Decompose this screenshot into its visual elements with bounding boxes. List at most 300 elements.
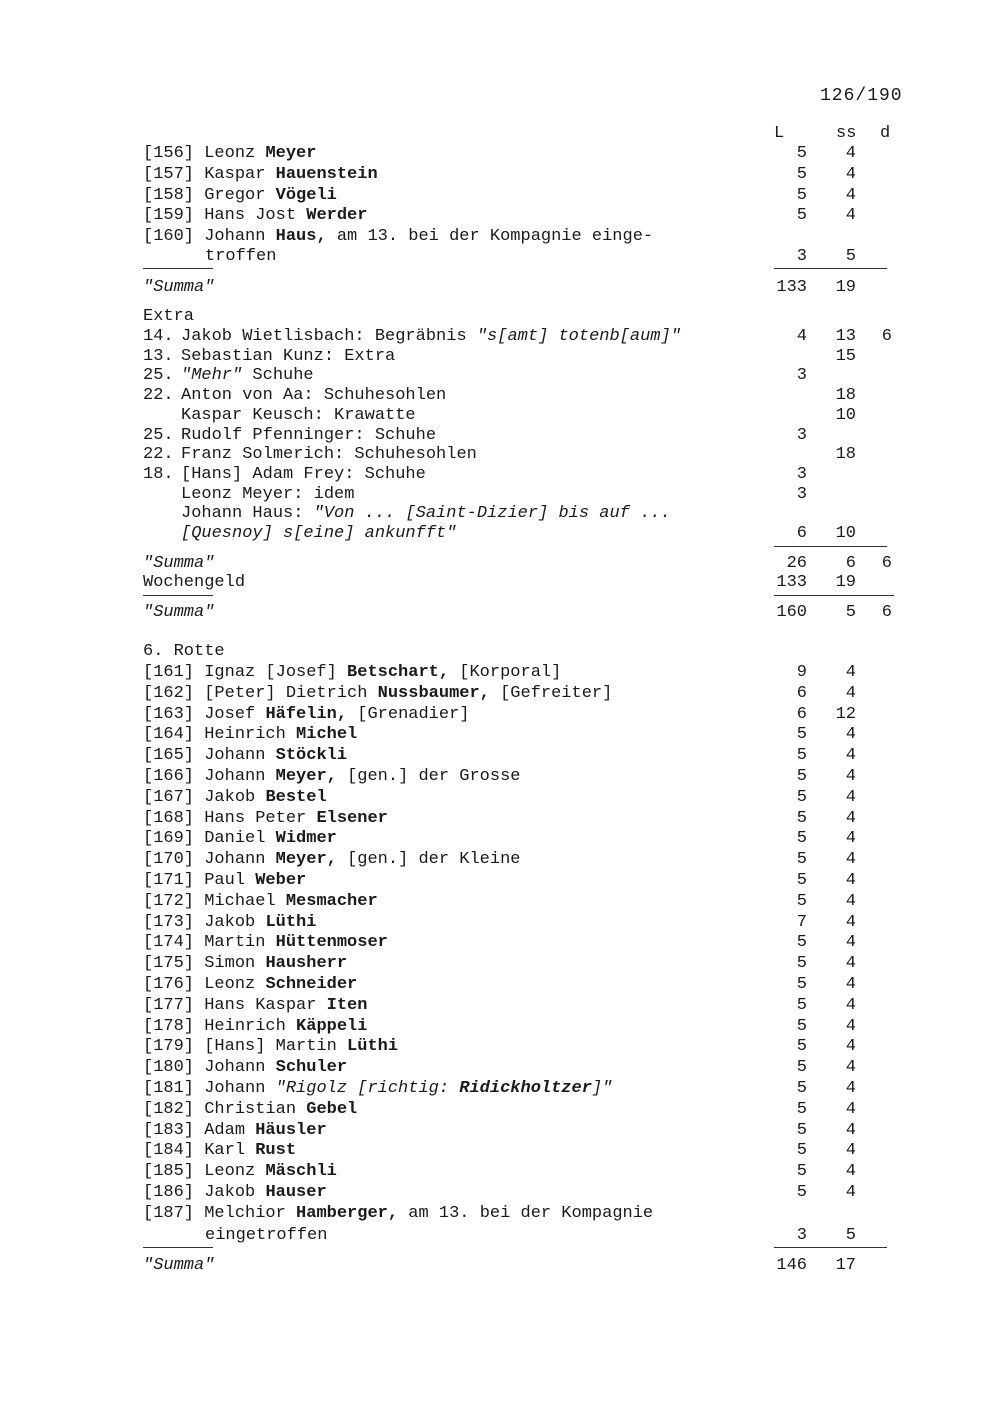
section-heading	[0, 642, 1000, 662]
value-l: 5	[796, 871, 807, 890]
extra-description: Rudolf Pfenninger: Schuhe	[181, 425, 437, 445]
value-l: 6	[796, 704, 807, 724]
value-l: 5	[796, 975, 807, 994]
value-ss: 15	[835, 346, 856, 366]
given-name: Melchior	[204, 1203, 286, 1223]
value-ss: 19	[835, 278, 856, 297]
summa-label: "Summa"	[143, 1256, 215, 1275]
value-ss: 4	[845, 808, 856, 828]
entry-text	[143, 829, 337, 849]
given-name: Paul	[204, 871, 246, 890]
entry-text	[143, 913, 316, 933]
value-l: 5	[796, 850, 807, 870]
surname: Hausherr	[265, 954, 348, 974]
entry-index: [185]	[143, 1162, 195, 1182]
value-l: 5	[796, 954, 807, 974]
ledger-entry	[0, 1141, 1000, 1161]
value-ss: 4	[845, 767, 856, 786]
value-ss: 4	[845, 725, 856, 745]
ledger-entry	[0, 850, 1000, 870]
ledger-entry	[0, 144, 1000, 164]
given-name: Leonz	[204, 144, 256, 163]
value-ss: 4	[845, 1141, 856, 1161]
entry-note: [Korporal]	[459, 663, 562, 682]
entry-index: [175]	[143, 954, 195, 974]
entry-note: [gen.] der Grosse	[347, 767, 521, 786]
value-l: 5	[796, 787, 807, 807]
given-name: Hans Peter	[204, 808, 307, 828]
continuation-text: troffen	[205, 247, 277, 266]
value-l: 5	[796, 995, 807, 1015]
extra-text	[181, 465, 426, 485]
value-ss: 4	[845, 975, 856, 994]
given-name: Josef	[204, 704, 256, 724]
header-l: L	[774, 124, 785, 143]
value-ss: 4	[845, 871, 856, 890]
entry-index: [186]	[143, 1183, 195, 1202]
given-name: Martin	[204, 933, 266, 953]
extra-entry	[0, 524, 1000, 544]
divider	[774, 268, 887, 269]
value-l: 5	[796, 1141, 807, 1161]
value-ss: 4	[845, 829, 856, 849]
extra-text	[181, 406, 416, 426]
surname: Nussbaumer,	[377, 683, 490, 703]
entry-index: [157]	[143, 164, 195, 184]
entry-index: [163]	[143, 704, 195, 724]
summa-label: "Summa"	[143, 278, 215, 297]
given-name: Kaspar	[204, 164, 266, 184]
ledger-entry	[0, 871, 1000, 891]
surname: Weber	[255, 871, 307, 890]
value-l: 160	[776, 603, 807, 622]
entry-index: [167]	[143, 787, 195, 807]
header-ss: ss	[836, 124, 857, 143]
entry-index: [166]	[143, 767, 195, 786]
extra-entry	[0, 504, 1000, 524]
entry-text	[143, 206, 367, 226]
extra-description: Sebastian Kunz: Extra	[181, 346, 396, 366]
entry-index: [171]	[143, 871, 195, 890]
extra-entry	[0, 366, 1000, 386]
value-l: 5	[796, 829, 807, 849]
entry-index: [169]	[143, 829, 195, 849]
given-name: Johann	[204, 227, 266, 247]
value-ss: 4	[845, 1016, 856, 1036]
surname: Michel	[296, 725, 358, 745]
entry-text	[143, 1100, 357, 1120]
surname: Iten	[326, 995, 368, 1015]
value-l: 3	[796, 247, 807, 266]
given-name: Jakob	[204, 787, 256, 807]
extra-quote: "s[amt] totenb[aum]"	[476, 327, 681, 346]
given-name: Jakob	[204, 912, 256, 932]
entry-note: am 13. bei der Kompagnie	[408, 1203, 654, 1223]
divider	[143, 595, 213, 596]
surname: Lüthi	[347, 1037, 399, 1057]
value-ss: 5	[845, 247, 856, 266]
given-name: Heinrich	[204, 725, 286, 745]
value-l: 146	[776, 1256, 807, 1275]
entry-index: [160]	[143, 227, 195, 247]
entry-note: [gen.] der Kleine	[347, 850, 521, 870]
value-ss: 4	[845, 912, 856, 932]
extra-text	[181, 347, 395, 367]
extra-quote: "Mehr"	[181, 366, 243, 386]
divider	[143, 268, 213, 269]
entry-text	[143, 809, 388, 829]
given-name: [Peter] Dietrich	[204, 683, 368, 703]
entry-index: [159]	[143, 206, 195, 226]
entry-continuation	[0, 247, 1000, 267]
surname: Käppeli	[296, 1016, 368, 1036]
value-ss: 4	[845, 663, 856, 682]
ledger-entry	[0, 1037, 1000, 1057]
wochengeld-label: Wochengeld	[143, 573, 246, 592]
entry-text	[143, 725, 357, 745]
surname: Meyer,	[275, 767, 337, 786]
entry-index: [156]	[143, 144, 195, 163]
surname: Hauenstein	[275, 164, 378, 184]
value-ss: 4	[845, 954, 856, 974]
value-d: 6	[881, 327, 892, 346]
value-l: 5	[796, 1037, 807, 1057]
value-l: 133	[776, 573, 807, 592]
extra-number: 25.	[143, 366, 174, 386]
ledger-entry	[0, 954, 1000, 974]
surname: Hüttenmoser	[275, 933, 388, 953]
entry-text	[143, 788, 327, 808]
entry-text	[143, 996, 367, 1016]
surname: Häfelin,	[265, 704, 348, 724]
entry-index: [176]	[143, 975, 195, 994]
extra-number: 18.	[143, 464, 174, 484]
given-name: Karl	[204, 1141, 246, 1161]
extra-entry	[0, 386, 1000, 406]
quoted-name-end: ]"	[591, 1079, 613, 1098]
entry-text	[143, 144, 316, 164]
ledger-entry	[0, 663, 1000, 683]
continuation-text: eingetroffen	[205, 1226, 328, 1245]
extra-number: 13.	[143, 346, 174, 366]
value-l: 5	[796, 891, 807, 911]
ledger-entry	[0, 892, 1000, 912]
extra-description: Kaspar Keusch: Krawatte	[181, 405, 416, 425]
entry-note: am 13. bei der Kompagnie einge-	[336, 227, 654, 247]
ledger-entry	[0, 227, 1000, 247]
given-name: Gregor	[204, 185, 266, 205]
extra-entry	[0, 327, 1000, 347]
surname: Stöckli	[275, 746, 348, 766]
value-ss: 18	[835, 445, 856, 465]
ledger-entry	[0, 767, 1000, 787]
extra-text	[181, 327, 681, 347]
summa-row	[0, 554, 1000, 574]
extra-entry	[0, 465, 1000, 485]
entry-index: [170]	[143, 850, 195, 870]
surname: Hamberger,	[296, 1203, 399, 1223]
value-ss: 4	[845, 850, 856, 870]
extra-number: 22.	[143, 386, 174, 406]
value-d: 6	[881, 554, 892, 573]
value-l: 5	[796, 164, 807, 184]
entry-text	[143, 1121, 327, 1141]
entry-index: [165]	[143, 746, 195, 766]
ledger-entry	[0, 829, 1000, 849]
value-l: 3	[796, 1226, 807, 1245]
value-l: 5	[796, 1183, 807, 1202]
given-name: Johann	[204, 850, 266, 870]
entry-index: [184]	[143, 1141, 195, 1161]
ledger-entry	[0, 1183, 1000, 1203]
value-ss: 17	[835, 1256, 856, 1275]
ledger-entry	[0, 913, 1000, 933]
value-ss: 10	[835, 405, 856, 425]
extra-text	[181, 445, 477, 465]
summa-label: "Summa"	[143, 603, 215, 622]
value-l: 5	[796, 206, 807, 226]
value-ss: 4	[845, 164, 856, 184]
value-ss: 12	[835, 704, 856, 724]
ledger-entry	[0, 725, 1000, 745]
value-ss: 4	[845, 995, 856, 1015]
surname: Mäschli	[265, 1162, 337, 1182]
value-ss: 4	[845, 683, 856, 703]
value-l: 3	[796, 464, 807, 484]
value-l: 5	[796, 1016, 807, 1036]
ledger-entry	[0, 1100, 1000, 1120]
entry-index: [181]	[143, 1079, 195, 1098]
entry-index: [161]	[143, 663, 195, 682]
entry-text	[143, 684, 612, 704]
ledger-entry	[0, 1204, 1000, 1224]
surname: Widmer	[275, 829, 337, 849]
divider	[774, 1247, 887, 1248]
entry-note: [Grenadier]	[357, 704, 470, 724]
ledger-entry	[0, 975, 1000, 995]
value-ss: 4	[845, 787, 856, 807]
summa-label: "Summa"	[143, 554, 215, 573]
value-ss: 4	[845, 144, 856, 163]
value-l: 133	[776, 278, 807, 297]
extra-text	[181, 504, 671, 524]
ledger-entry	[0, 996, 1000, 1016]
value-l: 5	[796, 185, 807, 205]
ledger-entry	[0, 1058, 1000, 1078]
value-l: 5	[796, 1079, 807, 1098]
entry-continuation	[0, 1226, 1000, 1246]
entry-index: [174]	[143, 933, 195, 953]
surname: Lüthi	[265, 912, 317, 932]
entry-text	[143, 767, 521, 787]
entry-text	[143, 850, 521, 870]
value-l: 9	[796, 663, 807, 682]
entry-note: [Gefreiter]	[500, 683, 613, 703]
extra-description: Franz Solmerich: Schuhesohlen	[181, 445, 477, 465]
value-ss: 4	[845, 933, 856, 953]
extra-quote: [Quesnoy] s[eine] ankunfft"	[181, 524, 457, 543]
entry-text	[143, 1058, 347, 1078]
extra-quote: "Von ... [Saint-Dizier] bis auf ...	[313, 504, 671, 524]
value-l: 3	[796, 366, 807, 386]
value-l: 5	[796, 1162, 807, 1182]
entry-index: [182]	[143, 1099, 195, 1119]
ledger-entry	[0, 788, 1000, 808]
extra-description: Johann Haus:	[181, 504, 314, 524]
ledger-entry	[0, 165, 1000, 185]
ledger-entry	[0, 1162, 1000, 1182]
extra-description: Jakob Wietlisbach: Begräbnis	[181, 327, 477, 346]
divider	[774, 546, 887, 547]
entry-text	[143, 165, 378, 185]
value-ss: 4	[845, 1099, 856, 1119]
given-name: [Hans] Martin	[204, 1037, 337, 1057]
rotte-heading: 6. Rotte	[143, 642, 225, 661]
given-name: Simon	[204, 954, 256, 974]
entry-index: [162]	[143, 683, 195, 703]
value-ss: 4	[845, 1058, 856, 1078]
entry-index: [178]	[143, 1016, 195, 1036]
entry-index: [168]	[143, 808, 195, 828]
entry-text	[143, 933, 388, 953]
entry-text	[143, 1017, 367, 1037]
surname: Betschart,	[347, 663, 450, 682]
ledger-entry	[0, 1121, 1000, 1141]
entry-text	[143, 746, 347, 766]
extra-description: Anton von Aa: Schuhesohlen	[181, 386, 447, 406]
value-l: 26	[786, 554, 807, 573]
entry-text	[143, 227, 653, 247]
entry-text	[143, 663, 561, 683]
given-name: Adam	[204, 1120, 246, 1140]
entry-text	[143, 1037, 398, 1057]
surname: Meyer,	[275, 850, 337, 870]
entry-text	[143, 954, 347, 974]
given-name: Johann	[204, 1058, 266, 1078]
entry-text	[143, 1079, 612, 1099]
value-ss: 5	[845, 603, 856, 622]
extra-entry	[0, 485, 1000, 505]
value-l: 4	[796, 327, 807, 346]
given-name: Daniel	[204, 829, 266, 849]
surname: Vögeli	[275, 185, 337, 205]
entry-text	[143, 1162, 337, 1182]
given-name: Leonz	[204, 1162, 256, 1182]
ledger-entry	[0, 809, 1000, 829]
extra-number: 25.	[143, 425, 174, 445]
entry-text	[143, 871, 306, 891]
given-name: Hans Kaspar	[204, 995, 317, 1015]
entry-text	[143, 892, 378, 912]
ledger-entry	[0, 1079, 1000, 1099]
given-name: Jakob	[204, 1183, 256, 1202]
surname: Meyer	[265, 144, 317, 163]
value-ss: 19	[835, 573, 856, 592]
entry-text	[143, 1141, 296, 1161]
divider	[774, 595, 894, 596]
value-l: 5	[796, 1058, 807, 1078]
extra-entry	[0, 426, 1000, 446]
value-l: 6	[796, 524, 807, 543]
wochengeld-row	[0, 573, 1000, 593]
surname: Gebel	[306, 1099, 358, 1119]
given-name: Michael	[204, 891, 276, 911]
surname: Hauser	[265, 1183, 327, 1202]
ledger-entry	[0, 933, 1000, 953]
column-header-row	[0, 124, 1000, 144]
value-l: 3	[796, 425, 807, 445]
divider	[143, 1247, 213, 1248]
ledger-entry	[0, 705, 1000, 725]
entry-index: [187]	[143, 1203, 195, 1223]
given-name: Johann	[204, 767, 266, 786]
entry-index: [173]	[143, 912, 195, 932]
extra-description: Leonz Meyer: idem	[181, 484, 355, 504]
value-ss: 4	[845, 891, 856, 911]
entry-text	[143, 705, 469, 725]
summa-row	[0, 603, 1000, 623]
value-ss: 5	[845, 1226, 856, 1245]
value-d: 6	[881, 603, 892, 622]
surname: Mesmacher	[285, 891, 378, 911]
value-l: 5	[796, 144, 807, 163]
surname: Ridickholtzer	[459, 1079, 592, 1098]
extra-text	[181, 524, 456, 544]
given-name: Johann	[204, 746, 266, 766]
entry-index: [172]	[143, 891, 195, 911]
given-name: Leonz	[204, 975, 256, 994]
value-l: 6	[796, 683, 807, 703]
ledger-entry	[0, 1017, 1000, 1037]
surname: Rust	[255, 1141, 297, 1161]
value-ss: 4	[845, 1079, 856, 1098]
entry-index: [179]	[143, 1037, 195, 1057]
summa-row	[0, 1256, 1000, 1276]
given-name: Ignaz [Josef]	[204, 663, 337, 682]
entry-index: [164]	[143, 725, 195, 745]
extra-description: Schuhe	[242, 366, 314, 386]
value-ss: 4	[845, 185, 856, 205]
summa-row	[0, 278, 1000, 298]
extra-entry	[0, 445, 1000, 465]
quoted-name: "Rigolz [richtig:	[275, 1079, 460, 1098]
value-ss: 10	[835, 524, 856, 543]
extra-entry	[0, 347, 1000, 367]
value-l: 5	[796, 746, 807, 766]
value-l: 7	[796, 912, 807, 932]
surname: Elsener	[316, 808, 388, 828]
header-d: d	[880, 124, 891, 143]
entry-text	[143, 186, 337, 206]
given-name: Hans Jost	[204, 206, 297, 226]
extra-number: 22.	[143, 445, 174, 465]
surname: Häusler	[255, 1120, 327, 1140]
value-ss: 4	[845, 1037, 856, 1057]
extra-heading: Extra	[143, 307, 195, 326]
value-ss: 4	[845, 746, 856, 766]
entry-text	[143, 1183, 327, 1203]
ledger-entry	[0, 746, 1000, 766]
value-l: 3	[796, 484, 807, 504]
ledger-entry	[0, 684, 1000, 704]
value-l: 5	[796, 1120, 807, 1140]
value-ss: 18	[835, 386, 856, 406]
ledger-entry	[0, 206, 1000, 226]
value-ss: 4	[845, 206, 856, 226]
entry-index: [180]	[143, 1058, 195, 1078]
value-ss: 4	[845, 1120, 856, 1140]
value-l: 5	[796, 767, 807, 786]
